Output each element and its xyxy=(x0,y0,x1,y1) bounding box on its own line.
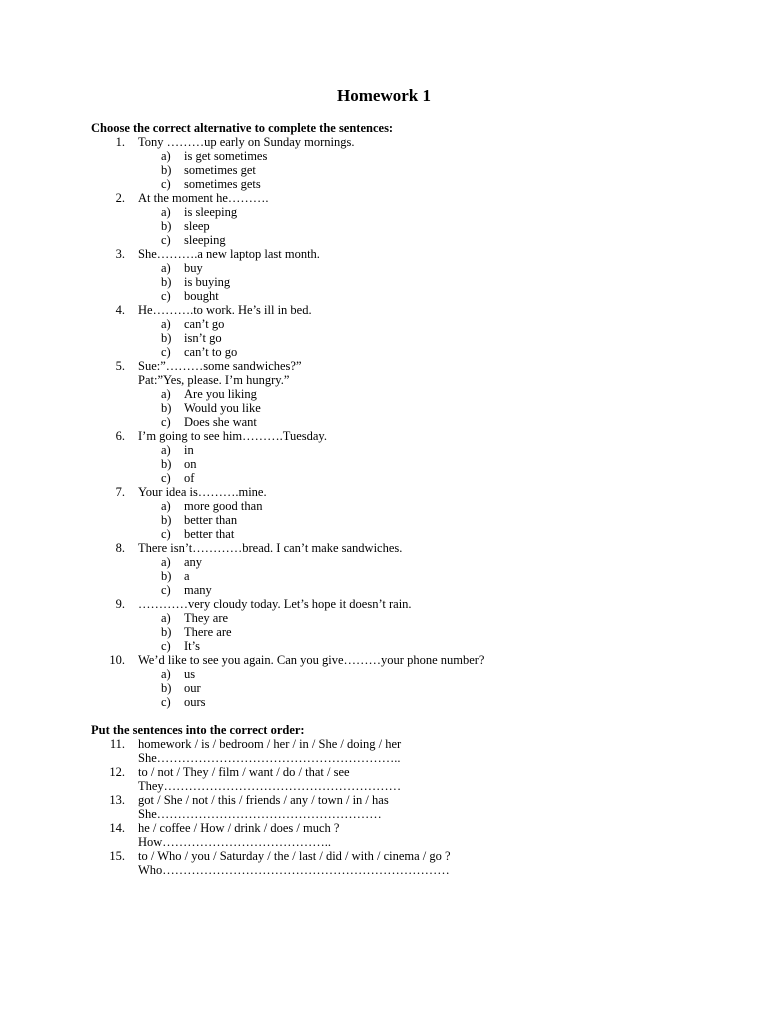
scrambled-words: got / She / not / this / friends / any / town / in / has xyxy=(138,793,389,807)
option-text: Does she want xyxy=(184,415,257,429)
option-letter: b) xyxy=(161,569,172,583)
answer-option xyxy=(0,149,768,163)
option-letter: c) xyxy=(161,527,171,541)
answer-option xyxy=(0,345,768,359)
answer-option xyxy=(0,233,768,247)
question-number: 7. xyxy=(115,485,125,499)
question-item xyxy=(0,597,768,611)
answer-option xyxy=(0,667,768,681)
question-text: She……….a new laptop last month. xyxy=(138,247,320,261)
option-letter: b) xyxy=(161,275,172,289)
item-number: 15. xyxy=(109,849,125,863)
option-letter: a) xyxy=(161,555,171,569)
question-number: 9. xyxy=(115,597,125,611)
section-heading-text: Put the sentences into the correct order: xyxy=(91,723,305,737)
option-text: sometimes gets xyxy=(184,177,261,191)
option-text: our xyxy=(184,681,201,695)
answer-line xyxy=(0,807,768,821)
option-text: ours xyxy=(184,695,206,709)
option-text: buy xyxy=(184,261,203,275)
question-text: There isn’t…………bread. I can’t make sandwiches. xyxy=(138,541,403,555)
option-letter: a) xyxy=(161,443,171,457)
option-text: isn’t go xyxy=(184,331,222,345)
answer-blank: She……………………………………………… xyxy=(138,807,382,821)
answer-line xyxy=(0,779,768,793)
answer-option xyxy=(0,499,768,513)
option-letter: a) xyxy=(161,317,171,331)
option-letter: c) xyxy=(161,415,171,429)
item-number: 13. xyxy=(109,793,125,807)
answer-option xyxy=(0,289,768,303)
answer-option xyxy=(0,415,768,429)
answer-line xyxy=(0,751,768,765)
option-text: us xyxy=(184,667,196,681)
option-letter: c) xyxy=(161,695,171,709)
item-number: 12. xyxy=(109,765,125,779)
question-text: Pat:”Yes, please. I’m hungry.” xyxy=(138,373,290,387)
option-text: sleeping xyxy=(184,233,226,247)
option-letter: c) xyxy=(161,233,171,247)
page-title: Homework 1 xyxy=(337,86,431,105)
scrambled-words: homework / is / bedroom / her / in / She / doing / her xyxy=(138,737,402,751)
option-text: bought xyxy=(184,289,219,303)
question-number: 3. xyxy=(115,247,125,261)
ordering-item xyxy=(0,849,768,863)
ordering-item xyxy=(0,765,768,779)
option-letter: c) xyxy=(161,345,171,359)
question-number: 10. xyxy=(109,653,125,667)
answer-option xyxy=(0,569,768,583)
question-number: 4. xyxy=(115,303,125,317)
option-text: a xyxy=(184,569,190,583)
option-text: any xyxy=(184,555,203,569)
ordering-item xyxy=(0,821,768,835)
answer-option xyxy=(0,317,768,331)
section-heading xyxy=(0,121,768,135)
option-letter: a) xyxy=(161,149,171,163)
option-text: is sleeping xyxy=(184,205,238,219)
option-text: They are xyxy=(184,611,229,625)
answer-line xyxy=(0,863,768,877)
option-text: is buying xyxy=(184,275,231,289)
option-letter: a) xyxy=(161,205,171,219)
answer-option xyxy=(0,625,768,639)
question-continuation xyxy=(0,373,768,387)
option-text: Are you liking xyxy=(184,387,257,401)
option-letter: b) xyxy=(161,219,172,233)
question-number: 6. xyxy=(115,429,125,443)
question-number: 8. xyxy=(115,541,125,555)
option-letter: c) xyxy=(161,639,171,653)
item-number: 11. xyxy=(109,737,125,751)
option-text: better than xyxy=(184,513,238,527)
option-text: better that xyxy=(184,527,235,541)
answer-option xyxy=(0,177,768,191)
answer-option xyxy=(0,261,768,275)
scrambled-words: to / Who / you / Saturday / the / last / did / with / cinema / go ? xyxy=(138,849,451,863)
option-text: in xyxy=(184,443,194,457)
answer-option xyxy=(0,457,768,471)
question-item xyxy=(0,359,768,373)
answer-option xyxy=(0,583,768,597)
question-item xyxy=(0,247,768,261)
question-item xyxy=(0,653,768,667)
question-number: 2. xyxy=(115,191,125,205)
answer-option xyxy=(0,611,768,625)
question-text: Tony ………up early on Sunday mornings. xyxy=(138,135,355,149)
option-letter: a) xyxy=(161,611,171,625)
answer-option xyxy=(0,275,768,289)
option-text: sometimes get xyxy=(184,163,256,177)
question-text: He……….to work. He’s ill in bed. xyxy=(138,303,312,317)
answer-blank: Who…………………………………………………………… xyxy=(138,863,450,877)
option-letter: b) xyxy=(161,681,172,695)
section-heading-text: Choose the correct alternative to complete the sentences: xyxy=(91,121,394,135)
option-letter: b) xyxy=(161,163,172,177)
option-letter: b) xyxy=(161,513,172,527)
option-text: It’s xyxy=(184,639,200,653)
item-number: 14. xyxy=(109,821,125,835)
question-text: I’m going to see him……….Tuesday. xyxy=(138,429,327,443)
question-item xyxy=(0,135,768,149)
ordering-item xyxy=(0,793,768,807)
answer-option xyxy=(0,443,768,457)
option-text: There are xyxy=(184,625,232,639)
answer-line xyxy=(0,835,768,849)
question-item xyxy=(0,303,768,317)
option-text: on xyxy=(184,457,197,471)
question-number: 5. xyxy=(115,359,125,373)
option-letter: c) xyxy=(161,289,171,303)
answer-blank: She………………………………………………….. xyxy=(138,751,401,765)
option-text: more good than xyxy=(184,499,263,513)
option-text: many xyxy=(184,583,212,597)
option-letter: b) xyxy=(161,625,172,639)
option-letter: c) xyxy=(161,177,171,191)
answer-option xyxy=(0,695,768,709)
option-letter: a) xyxy=(161,261,171,275)
option-text: can’t to go xyxy=(184,345,238,359)
option-text: of xyxy=(184,471,195,485)
option-letter: b) xyxy=(161,331,172,345)
answer-option xyxy=(0,527,768,541)
answer-blank: How………………………………….. xyxy=(138,835,332,849)
question-item xyxy=(0,485,768,499)
question-item xyxy=(0,429,768,443)
option-letter: a) xyxy=(161,499,171,513)
question-text: We’d like to see you again. Can you give………your phone number? xyxy=(138,653,485,667)
option-letter: a) xyxy=(161,667,171,681)
question-number: 1. xyxy=(115,135,125,149)
answer-option xyxy=(0,331,768,345)
answer-option xyxy=(0,555,768,569)
option-letter: a) xyxy=(161,387,171,401)
answer-option xyxy=(0,471,768,485)
option-text: sleep xyxy=(184,219,210,233)
answer-option xyxy=(0,205,768,219)
ordering-item xyxy=(0,737,768,751)
answer-option xyxy=(0,387,768,401)
answer-option xyxy=(0,163,768,177)
question-item xyxy=(0,191,768,205)
question-item xyxy=(0,541,768,555)
section-heading xyxy=(0,723,768,737)
option-text: is get sometimes xyxy=(184,149,268,163)
question-text: …………very cloudy today. Let’s hope it doesn’t rain. xyxy=(138,597,412,611)
answer-option xyxy=(0,513,768,527)
answer-blank: They………………………………………………… xyxy=(138,779,402,793)
option-letter: c) xyxy=(161,471,171,485)
option-text: Would you like xyxy=(184,401,261,415)
option-letter: c) xyxy=(161,583,171,597)
question-text: At the moment he………. xyxy=(138,191,269,205)
option-letter: b) xyxy=(161,457,172,471)
question-text: Sue:”………some sandwiches?” xyxy=(138,359,302,373)
answer-option xyxy=(0,219,768,233)
answer-option xyxy=(0,639,768,653)
answer-option xyxy=(0,401,768,415)
answer-option xyxy=(0,681,768,695)
option-text: can’t go xyxy=(184,317,225,331)
question-text: Your idea is……….mine. xyxy=(138,485,267,499)
option-letter: b) xyxy=(161,401,172,415)
scrambled-words: to / not / They / film / want / do / that / see xyxy=(138,765,350,779)
scrambled-words: he / coffee / How / drink / does / much ? xyxy=(138,821,340,835)
